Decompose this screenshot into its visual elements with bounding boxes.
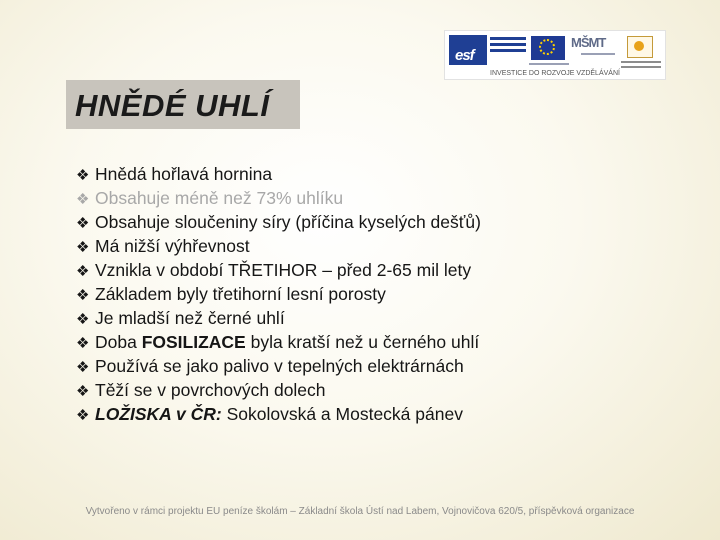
bullet-diamond-icon: ❖ [76,407,90,424]
msmt-logo-text: MŠMT [571,35,606,50]
esf-caption-lines [490,37,526,59]
list-item-text: Hnědá hořlavá hornina [95,164,273,184]
list-item [76,210,481,234]
list-item [76,162,481,186]
list-item-text-suffix: byla kratší než u černého uhlí [245,332,480,352]
list-item-text: Základem byly třetihorní lesní porosty [95,284,386,304]
eu-flag-icon [531,36,565,60]
list-item-text: Je mladší než černé uhlí [95,308,285,328]
bullet-diamond-icon: ❖ [76,359,90,376]
bullet-diamond-icon: ❖ [76,167,90,184]
op-logo-icon [627,36,653,58]
bullet-list [76,162,481,426]
list-item-text-suffix: Sokolovská a Mostecká pánev [221,404,463,424]
msmt-logo [571,35,617,65]
bullet-diamond-icon: ❖ [76,191,90,208]
list-item [76,330,481,354]
bullet-diamond-icon: ❖ [76,335,90,352]
list-item-emphasis: FOSILIZACE [141,332,246,352]
list-item [76,282,481,306]
bullet-diamond-icon: ❖ [76,287,90,304]
list-item-text: Těží se v povrchových dolech [95,380,326,400]
list-item-emphasis: LOŽISKA v ČR: [95,404,222,424]
esf-logo-text: esf [455,47,474,64]
list-item-text: Používá se jako palivo v tepelných elektrárnách [95,356,464,376]
bullet-diamond-icon: ❖ [76,383,90,400]
list-item [76,378,481,402]
bullet-diamond-icon: ❖ [76,215,90,232]
bullet-diamond-icon: ❖ [76,263,90,280]
list-item-text: Vznikla v období TŘETIHOR – před 2-65 mil lety [95,260,472,280]
esf-logo [449,35,487,65]
list-item [76,258,481,282]
list-item-text: Má nižší výhřevnost [95,236,250,256]
logo-slogan: INVESTICE DO ROZVOJE VZDĚLÁVÁNÍ [490,70,620,77]
bullet-diamond-icon: ❖ [76,239,90,256]
list-item-text: Obsahuje méně než 73% uhlíku [95,188,344,208]
page-title: HNĚDÉ UHLÍ [75,88,270,123]
list-item [76,234,481,258]
list-item [76,402,481,426]
footer-text: Vytvořeno v rámci projektu EU peníze školám – Základní škola Ústí nad Labem, Vojnovičova 620/5, příspěvková organizace [85,506,635,517]
list-item-text-prefix: Doba [95,332,142,352]
eu-stars-ring [539,39,555,55]
list-item [76,306,481,330]
logo-bar [444,30,666,80]
title-box [66,80,300,129]
list-item-text: Obsahuje sloučeniny síry (příčina kyselých dešťů) [95,212,481,232]
list-item [76,186,481,210]
eu-caption-line [529,63,569,65]
list-item [76,354,481,378]
bullet-diamond-icon: ❖ [76,311,90,328]
